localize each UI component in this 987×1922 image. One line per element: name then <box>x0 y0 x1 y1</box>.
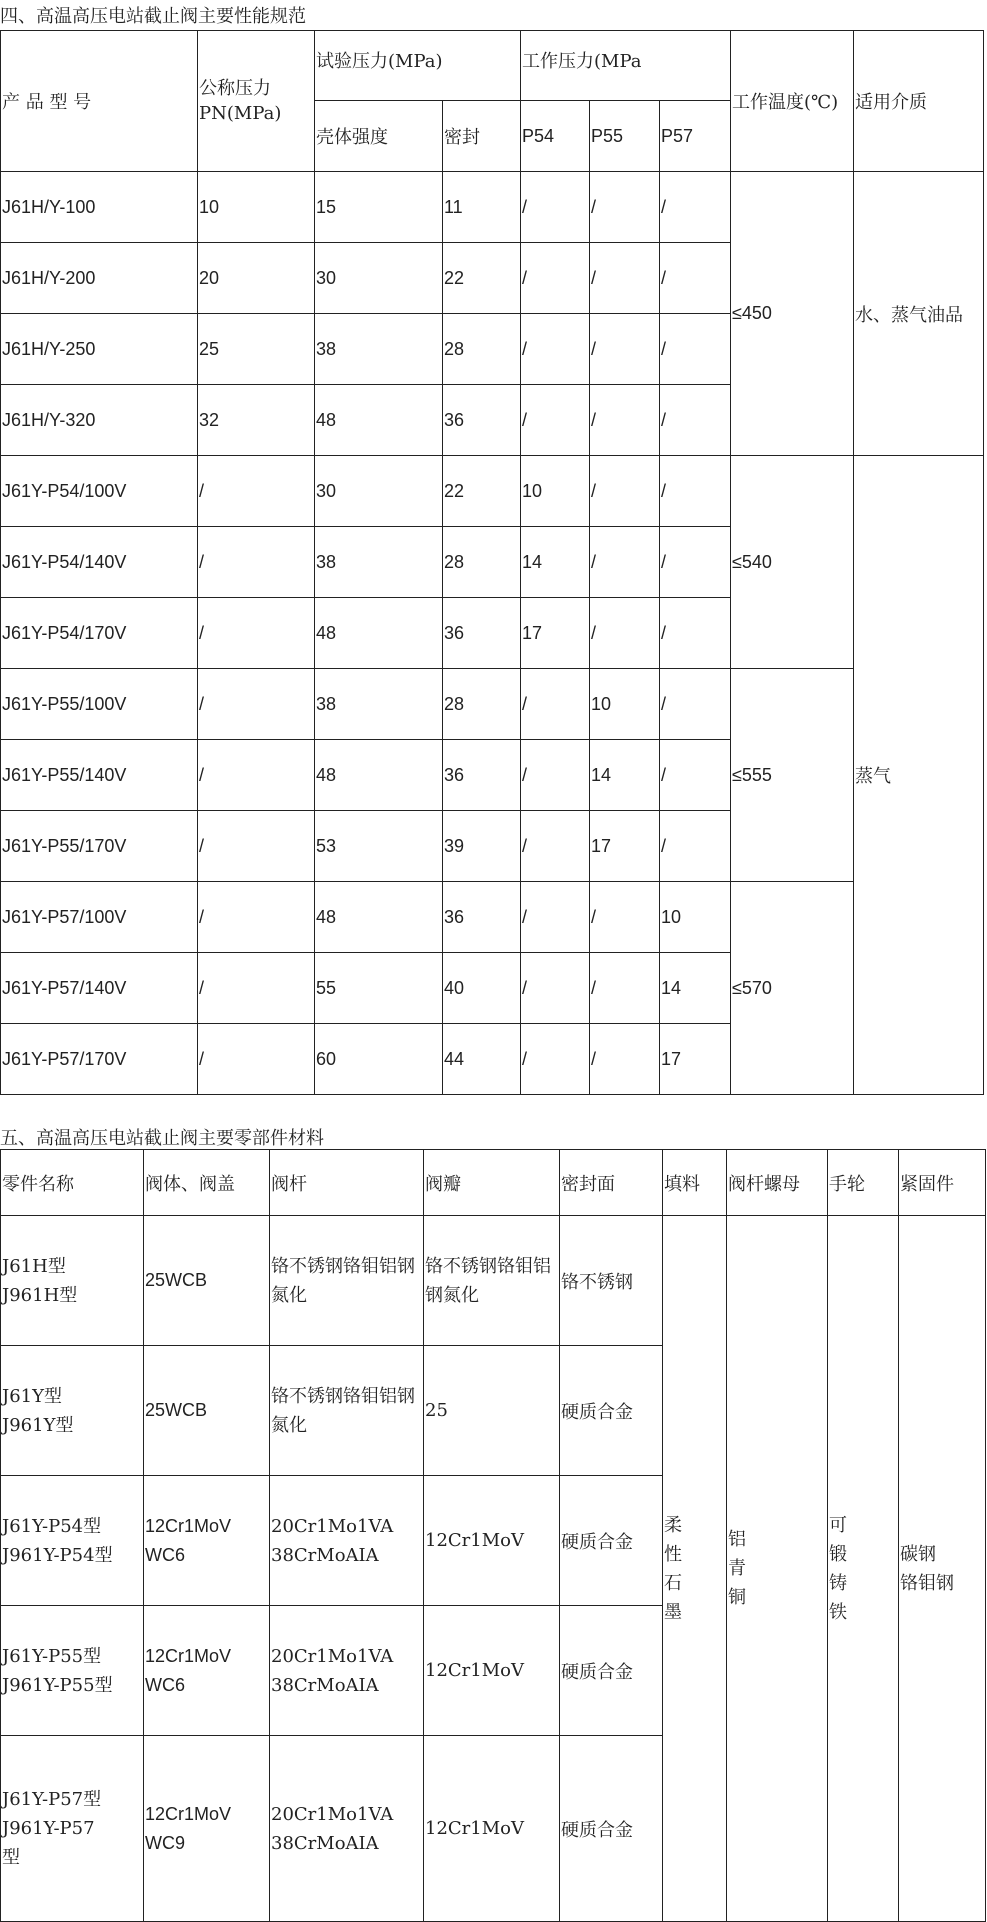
material-cell-disc: 12Cr1MoV <box>424 1606 560 1736</box>
header-p54: P54 <box>521 101 590 172</box>
spec-cell-pn: / <box>198 598 315 669</box>
material-cell-body: 12Cr1MoV WC9 <box>144 1736 270 1922</box>
spec-cell-temp: ≤450 <box>731 172 854 456</box>
spec-cell-shell: 38 <box>315 314 443 385</box>
spec-cell-p54: / <box>521 172 590 243</box>
spec-cell-p54: / <box>521 882 590 953</box>
mat-header-cell: 阀杆 <box>270 1150 424 1216</box>
spec-cell-pn: 20 <box>198 243 315 314</box>
header-test-pressure: 试验压力(MPa) <box>315 31 521 101</box>
spec-cell-p57: 17 <box>660 1024 731 1095</box>
material-cell-seat: 硬质合金 <box>560 1736 663 1922</box>
material-cell-seat: 硬质合金 <box>560 1476 663 1606</box>
spec-cell-shell: 48 <box>315 598 443 669</box>
spec-cell-p54: 17 <box>521 598 590 669</box>
spec-cell-shell: 30 <box>315 243 443 314</box>
material-cell-fastener: 碳钢 铬钼钢 <box>899 1216 986 1922</box>
material-cell-body: 25WCB <box>144 1346 270 1476</box>
header-p57: P57 <box>660 101 731 172</box>
spec-cell-pn: / <box>198 456 315 527</box>
spec-cell-p55: / <box>590 953 660 1024</box>
spec-cell-p55: / <box>590 172 660 243</box>
spec-cell-pn: / <box>198 882 315 953</box>
spec-cell-seal: 28 <box>443 314 521 385</box>
spec-cell-model: J61Y-P57/170V <box>1 1024 198 1095</box>
spec-cell-p57: 10 <box>660 882 731 953</box>
material-cell-disc: 12Cr1MoV <box>424 1476 560 1606</box>
spec-cell-p54: / <box>521 243 590 314</box>
spec-cell-model: J61H/Y-250 <box>1 314 198 385</box>
material-cell-disc: 12Cr1MoV <box>424 1736 560 1922</box>
spec-cell-p54: / <box>521 953 590 1024</box>
spec-cell-p54: / <box>521 740 590 811</box>
spec-cell-p57: 14 <box>660 953 731 1024</box>
spec-cell-shell: 38 <box>315 669 443 740</box>
spec-cell-pn: / <box>198 953 315 1024</box>
material-cell-handwheel: 可 锻 铸 铁 <box>828 1216 899 1922</box>
performance-spec-table <box>0 30 984 1095</box>
spec-row <box>1 669 984 740</box>
spec-cell-p54: / <box>521 811 590 882</box>
material-cell-seat: 硬质合金 <box>560 1346 663 1476</box>
material-cell-packing: 柔 性 石 墨 <box>663 1216 727 1922</box>
material-cell-seat: 硬质合金 <box>560 1606 663 1736</box>
header-working-temp: 工作温度(℃) <box>731 31 854 172</box>
spec-cell-model: J61Y-P54/170V <box>1 598 198 669</box>
spec-cell-pn: / <box>198 811 315 882</box>
spec-cell-seal: 22 <box>443 456 521 527</box>
spec-cell-seal: 36 <box>443 385 521 456</box>
spec-cell-p57: / <box>660 456 731 527</box>
material-cell-stem: 20Cr1Mo1VA 38CrMoAIA <box>270 1606 424 1736</box>
spec-cell-shell: 38 <box>315 527 443 598</box>
spec-cell-medium: 水、蒸气油品 <box>854 172 984 456</box>
material-cell-stem: 20Cr1Mo1VA 38CrMoAIA <box>270 1736 424 1922</box>
spec-cell-pn: / <box>198 1024 315 1095</box>
spec-cell-p54: 10 <box>521 456 590 527</box>
spec-cell-p57: / <box>660 527 731 598</box>
spec-cell-seal: 36 <box>443 740 521 811</box>
material-cell-disc: 25 <box>424 1346 560 1476</box>
spec-cell-pn: 25 <box>198 314 315 385</box>
spec-cell-seal: 40 <box>443 953 521 1024</box>
material-cell-body: 12Cr1MoV WC6 <box>144 1476 270 1606</box>
material-row <box>1 1216 986 1346</box>
spec-cell-shell: 55 <box>315 953 443 1024</box>
material-cell-seat: 铬不锈钢 <box>560 1216 663 1346</box>
spec-cell-seal: 28 <box>443 669 521 740</box>
spec-cell-seal: 36 <box>443 882 521 953</box>
spec-cell-seal: 39 <box>443 811 521 882</box>
materials-header-row <box>1 1150 986 1216</box>
spec-cell-p57: / <box>660 598 731 669</box>
spec-cell-p54: / <box>521 385 590 456</box>
spec-cell-shell: 30 <box>315 456 443 527</box>
spec-row <box>1 882 984 953</box>
material-cell-part: J61Y型 J961Y型 <box>1 1346 144 1476</box>
spec-cell-temp: ≤570 <box>731 882 854 1095</box>
spec-cell-p55: 10 <box>590 669 660 740</box>
spec-cell-seal: 36 <box>443 598 521 669</box>
spec-cell-p55: / <box>590 314 660 385</box>
spec-cell-model: J61Y-P55/140V <box>1 740 198 811</box>
spec-cell-shell: 48 <box>315 385 443 456</box>
material-cell-part: J61H型 J961H型 <box>1 1216 144 1346</box>
spec-cell-p57: / <box>660 172 731 243</box>
spec-cell-p55: 17 <box>590 811 660 882</box>
spec-cell-pn: / <box>198 740 315 811</box>
header-p55: P55 <box>590 101 660 172</box>
header-model: 产 品 型 号 <box>1 31 198 172</box>
spec-cell-temp: ≤540 <box>731 456 854 669</box>
spec-cell-p55: / <box>590 243 660 314</box>
header-working-pressure: 工作压力(MPa <box>521 31 731 101</box>
section-5-title: 五、高温高压电站截止阀主要零部件材料 <box>0 1128 324 1149</box>
mat-header-cell: 阀瓣 <box>424 1150 560 1216</box>
header-shell-strength: 壳体强度 <box>315 101 443 172</box>
material-cell-stem: 铬不锈钢铬钼铝钢氮化 <box>270 1216 424 1346</box>
material-cell-part: J61Y-P57型 J961Y-P57 型 <box>1 1736 144 1922</box>
header-medium: 适用介质 <box>854 31 984 172</box>
spec-row <box>1 172 984 243</box>
material-cell-body: 25WCB <box>144 1216 270 1346</box>
spec-cell-pn: 10 <box>198 172 315 243</box>
spec-cell-model: J61Y-P54/100V <box>1 456 198 527</box>
spec-cell-p55: / <box>590 1024 660 1095</box>
spec-cell-pn: / <box>198 669 315 740</box>
material-cell-stem: 铬不锈钢铬钼铝钢氮化 <box>270 1346 424 1476</box>
spec-cell-pn: 32 <box>198 385 315 456</box>
mat-header-cell: 填料 <box>663 1150 727 1216</box>
spec-cell-seal: 11 <box>443 172 521 243</box>
spec-cell-shell: 48 <box>315 882 443 953</box>
mat-header-cell: 阀体、阀盖 <box>144 1150 270 1216</box>
spec-cell-medium: 蒸气 <box>854 456 984 1095</box>
spec-cell-p55: / <box>590 598 660 669</box>
spec-cell-model: J61Y-P54/140V <box>1 527 198 598</box>
spec-cell-seal: 44 <box>443 1024 521 1095</box>
spec-cell-shell: 53 <box>315 811 443 882</box>
mat-header-cell: 密封面 <box>560 1150 663 1216</box>
spec-cell-p55: / <box>590 527 660 598</box>
spec-cell-model: J61H/Y-200 <box>1 243 198 314</box>
spec-cell-p55: / <box>590 385 660 456</box>
spec-cell-p57: / <box>660 243 731 314</box>
spec-cell-seal: 22 <box>443 243 521 314</box>
spec-cell-model: J61Y-P57/100V <box>1 882 198 953</box>
spec-cell-model: J61Y-P55/170V <box>1 811 198 882</box>
spec-cell-pn: / <box>198 527 315 598</box>
materials-table <box>0 1149 986 1922</box>
spec-cell-p54: / <box>521 669 590 740</box>
spec-cell-shell: 48 <box>315 740 443 811</box>
spec-cell-p57: / <box>660 669 731 740</box>
spec-cell-p54: / <box>521 1024 590 1095</box>
spec-cell-seal: 28 <box>443 527 521 598</box>
mat-header-cell: 手轮 <box>828 1150 899 1216</box>
spec-cell-p55: 14 <box>590 740 660 811</box>
spec-cell-shell: 15 <box>315 172 443 243</box>
spec-cell-model: J61Y-P57/140V <box>1 953 198 1024</box>
header-seal: 密封 <box>443 101 521 172</box>
spec-cell-shell: 60 <box>315 1024 443 1095</box>
spec-cell-temp: ≤555 <box>731 669 854 882</box>
mat-header-cell: 零件名称 <box>1 1150 144 1216</box>
spec-cell-p57: / <box>660 314 731 385</box>
material-cell-body: 12Cr1MoV WC6 <box>144 1606 270 1736</box>
spec-cell-model: J61H/Y-320 <box>1 385 198 456</box>
material-cell-stem: 20Cr1Mo1VA 38CrMoAIA <box>270 1476 424 1606</box>
material-cell-stem-nut: 铝 青 铜 <box>727 1216 828 1922</box>
section-4-title: 四、高温高压电站截止阀主要性能规范 <box>0 6 306 27</box>
spec-cell-p57: / <box>660 811 731 882</box>
spec-cell-p57: / <box>660 740 731 811</box>
mat-header-cell: 阀杆螺母 <box>727 1150 828 1216</box>
spec-cell-p55: / <box>590 882 660 953</box>
material-cell-part: J61Y-P54型 J961Y-P54型 <box>1 1476 144 1606</box>
material-cell-part: J61Y-P55型 J961Y-P55型 <box>1 1606 144 1736</box>
header-nominal-pressure: 公称压力PN(MPa) <box>198 31 315 172</box>
spec-cell-model: J61H/Y-100 <box>1 172 198 243</box>
spec-cell-p54: / <box>521 314 590 385</box>
spec-cell-p55: / <box>590 456 660 527</box>
spec-cell-model: J61Y-P55/100V <box>1 669 198 740</box>
spec-cell-p54: 14 <box>521 527 590 598</box>
spec-cell-p57: / <box>660 385 731 456</box>
mat-header-cell: 紧固件 <box>899 1150 986 1216</box>
spec-row <box>1 456 984 527</box>
material-cell-disc: 铬不锈钢铬钼铝钢氮化 <box>424 1216 560 1346</box>
